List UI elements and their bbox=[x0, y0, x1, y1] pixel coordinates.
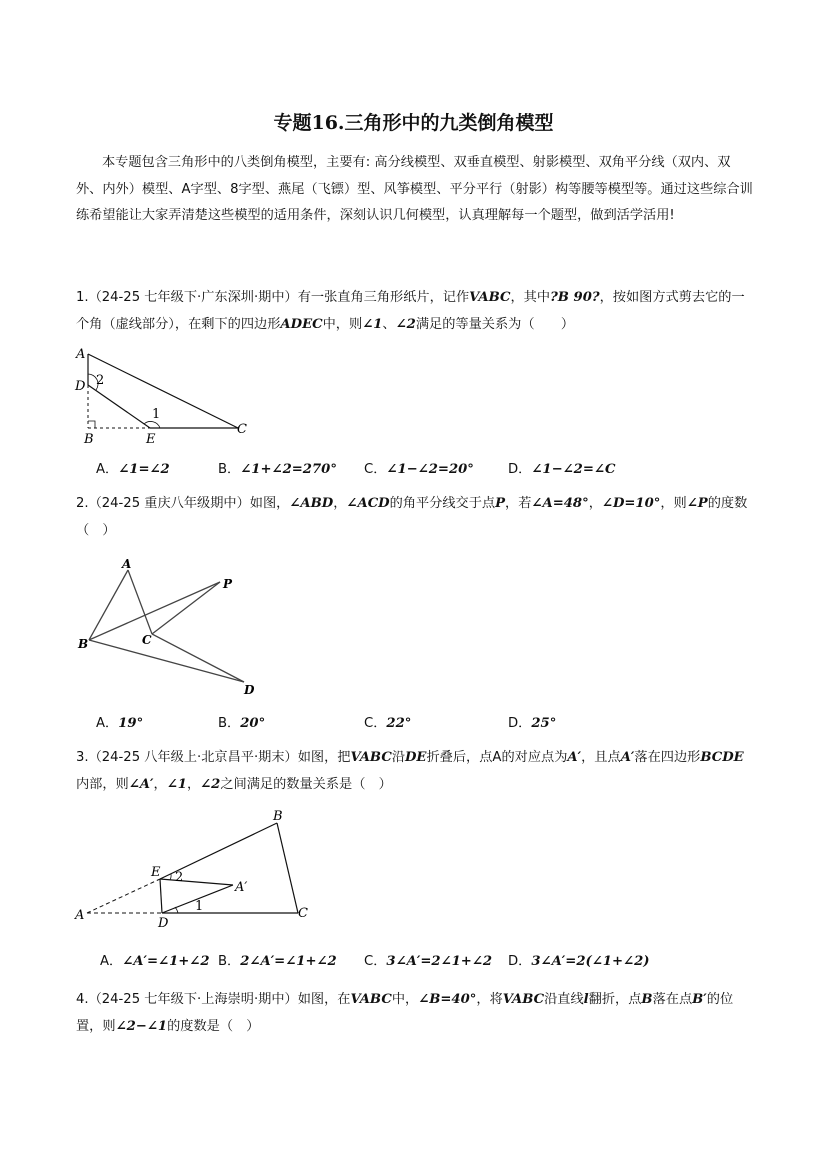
q3-math-8: ∠2 bbox=[200, 777, 221, 792]
q2-figure bbox=[72, 552, 272, 702]
q3-text-mid6: ， bbox=[153, 777, 167, 792]
q3-option-a[interactable]: A．∠A′=∠1+∠2 bbox=[100, 954, 210, 969]
q2-math-1: ∠ABD bbox=[289, 496, 334, 511]
q3-option-b[interactable]: B．2∠A′=∠1+∠2 bbox=[218, 954, 337, 969]
q4-text-post: 的度数是（ ） bbox=[167, 1019, 260, 1034]
q1-line-de bbox=[88, 385, 150, 428]
q2-text-post: 的度数（ ） bbox=[76, 496, 748, 538]
q1-math-1: VABC bbox=[469, 290, 511, 305]
q3-math-1: VABC bbox=[350, 750, 392, 765]
q1-math-4: ∠1 bbox=[362, 317, 383, 332]
q2-label-p: P bbox=[223, 577, 233, 591]
q1-label-e: E bbox=[146, 432, 156, 447]
q1-label-c: C bbox=[237, 422, 247, 437]
q1-option-c[interactable]: C．∠1−∠2=20° bbox=[364, 462, 474, 477]
q3-math-5: BCDE bbox=[700, 750, 744, 765]
q1-option-a[interactable]: A．∠1=∠2 bbox=[96, 462, 170, 477]
q1-text-mid2: ，按如图方式剪去它的一个角（虚线部分），在剩下的四边形 bbox=[76, 290, 745, 332]
q4-math-3: VABC bbox=[502, 992, 545, 1007]
q3-options bbox=[100, 950, 760, 974]
q3-text-mid1: 沿 bbox=[391, 750, 405, 765]
q2-line-bd bbox=[89, 640, 244, 682]
q3-label-1: 1 bbox=[195, 899, 204, 914]
q3-math-4: A′ bbox=[620, 750, 635, 765]
q1-label-a: A bbox=[76, 347, 86, 362]
q1-label-1: 1 bbox=[152, 407, 161, 422]
q3-label-2: 2 bbox=[175, 870, 184, 885]
q3-math-3: A′ bbox=[567, 750, 582, 765]
q4-text-mid3: 沿直线 bbox=[544, 992, 584, 1007]
intro-paragraph: 本专题包含三角形中的八类倒角模型，主要有: 高分线模型、双垂直模型、射影模型、双角平分线（双内、双外、内外）模型、A字型、8字型、燕尾（飞镖）型、风筝模型、平分平行（射影）构等腰等模型等。通过这些综合训练希望能让大家弄清楚这些模型的适用条件，深刻认识几何模型，认真理解每一个题型，做到活学活用! bbox=[76, 155, 753, 223]
q3-text-mid4: 落在四边形 bbox=[634, 750, 701, 765]
q1-label-2: 2 bbox=[96, 373, 105, 388]
q4-text-mid6: 的位置，则 bbox=[76, 992, 734, 1034]
question-3 bbox=[76, 744, 756, 798]
q3-text-mid3: ，且点 bbox=[581, 750, 621, 765]
q3-text-post: 之间满足的数量关系是（ ） bbox=[220, 777, 392, 792]
q3-label-b: B bbox=[273, 809, 283, 824]
question-1 bbox=[76, 284, 756, 338]
q1-option-b[interactable]: B．∠1+∠2=270° bbox=[218, 462, 337, 477]
q3-line-ea-prime bbox=[160, 879, 233, 885]
q2-text-mid5: ，则 bbox=[660, 496, 687, 511]
q3-text-pre: 3.（24-25 八年级上·北京昌平·期末）如图，把 bbox=[76, 750, 351, 765]
q2-label-a: A bbox=[122, 557, 132, 571]
q1-math-2: ?B 90? bbox=[550, 290, 600, 305]
q4-math-1: VABC bbox=[350, 992, 392, 1007]
q1-options bbox=[96, 458, 756, 482]
q1-right-angle-mark bbox=[88, 421, 95, 428]
q3-math-2: DE bbox=[405, 750, 427, 765]
q3-line-ed bbox=[160, 879, 162, 913]
q3-angle-arc-2 bbox=[170, 874, 171, 880]
q1-label-b: B bbox=[84, 432, 94, 447]
q4-math-4: l bbox=[583, 992, 589, 1007]
q3-label-a-prime: A′ bbox=[235, 880, 248, 895]
q4-math-6: B′ bbox=[692, 992, 707, 1007]
q2-option-d[interactable]: D．25° bbox=[508, 716, 557, 731]
q2-text-mid2: 的角平分线交于点 bbox=[389, 496, 496, 511]
q3-math-7: ∠1 bbox=[166, 777, 187, 792]
q3-label-d: D bbox=[158, 916, 169, 931]
q1-option-d[interactable]: D．∠1−∠2=∠C bbox=[508, 462, 616, 477]
q1-text-mid4: 、 bbox=[382, 317, 396, 332]
q1-angle-arc-1 bbox=[144, 421, 160, 428]
q3-text-mid7: ， bbox=[186, 777, 201, 792]
q2-text-pre: 2.（24-25 重庆八年级期中）如图， bbox=[76, 496, 290, 511]
q2-label-b: B bbox=[78, 637, 89, 651]
q4-math-7: ∠2−∠1 bbox=[115, 1019, 168, 1034]
q2-text-mid4: ， bbox=[588, 496, 602, 511]
q2-math-5: ∠D=10° bbox=[601, 496, 661, 511]
q2-line-ac bbox=[128, 570, 152, 634]
q1-math-3: ADEC bbox=[280, 317, 323, 332]
q3-figure bbox=[70, 806, 330, 936]
q3-math-6: ∠A′ bbox=[128, 777, 154, 792]
q3-text-mid5: 内部，则 bbox=[76, 777, 129, 792]
q2-math-6: ∠P bbox=[686, 496, 708, 511]
q2-option-c[interactable]: C．22° bbox=[364, 716, 412, 731]
q1-text-mid3: 中，则 bbox=[322, 317, 363, 332]
q2-line-cd bbox=[152, 634, 244, 682]
q1-line-ac bbox=[88, 354, 238, 428]
q2-math-2: ∠ACD bbox=[346, 496, 390, 511]
q3-line-ae-dashed bbox=[87, 879, 160, 913]
q4-text-mid4: 翻折，点 bbox=[588, 992, 642, 1007]
q1-text-post: 满足的等量关系为（ ） bbox=[415, 317, 575, 332]
q1-text-mid1: ，其中 bbox=[510, 290, 551, 305]
q2-label-d: D bbox=[244, 683, 255, 697]
q2-text-mid3: ，若 bbox=[505, 496, 532, 511]
q4-text-mid5: 落在点 bbox=[652, 992, 693, 1007]
q4-math-2: ∠B=40° bbox=[418, 992, 477, 1007]
q2-options bbox=[96, 712, 756, 736]
q2-option-b[interactable]: B．20° bbox=[218, 716, 266, 731]
q2-math-4: ∠A=48° bbox=[531, 496, 589, 511]
q3-label-c: C bbox=[298, 906, 308, 921]
q2-option-a[interactable]: A．19° bbox=[96, 716, 144, 731]
q1-label-d: D bbox=[75, 379, 86, 394]
q4-math-5: B bbox=[641, 992, 653, 1007]
q3-label-e: E bbox=[151, 865, 161, 880]
q2-label-c: C bbox=[142, 633, 152, 647]
q3-option-d[interactable]: D．3∠A′=2(∠1+∠2) bbox=[508, 954, 650, 969]
q2-text-mid1: ， bbox=[333, 496, 347, 511]
question-4 bbox=[76, 986, 756, 1040]
q3-option-c[interactable]: C．3∠A′=2∠1+∠2 bbox=[364, 954, 493, 969]
q3-line-bc bbox=[277, 823, 298, 913]
q2-math-3: P bbox=[495, 496, 506, 511]
q3-text-mid2: 折叠后，点A的对应点为 bbox=[426, 750, 568, 765]
page-title: 专题16.三角形中的九类倒角模型 bbox=[273, 112, 554, 134]
question-2 bbox=[76, 490, 756, 544]
q4-text-mid2: ，将 bbox=[476, 992, 503, 1007]
q1-text-pre: 1.（24-25 七年级下·广东深圳·期中）有一张直角三角形纸片，记作 bbox=[76, 290, 470, 305]
q3-label-a: A bbox=[75, 908, 85, 923]
q1-figure bbox=[70, 340, 260, 450]
q1-math-5: ∠2 bbox=[395, 317, 416, 332]
q4-text-pre: 4.（24-25 七年级下·上海崇明·期中）如图，在 bbox=[76, 992, 351, 1007]
q4-text-mid1: 中， bbox=[391, 992, 419, 1007]
q2-line-ab bbox=[89, 570, 128, 640]
